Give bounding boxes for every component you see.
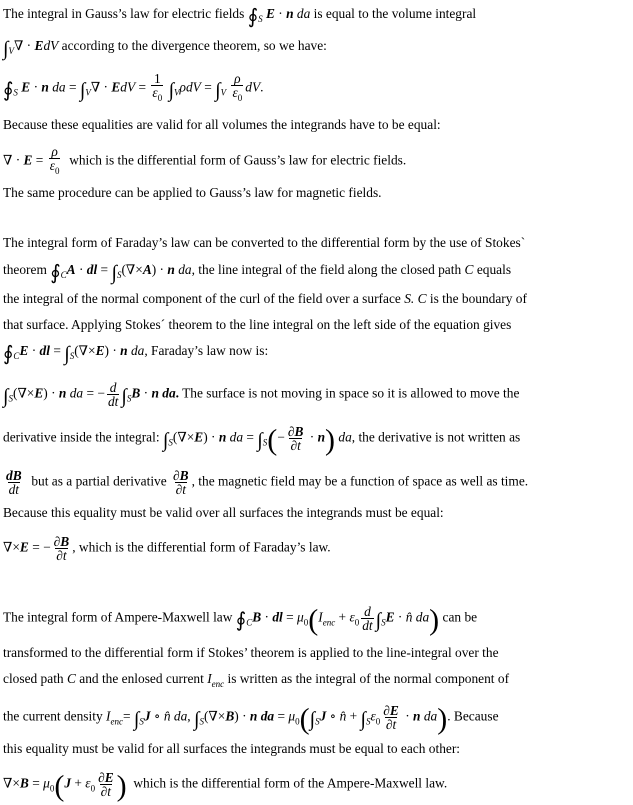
text-line: derivative inside the integral: $\int_S(\nabla\times E) \cdot n$ da = $\int_S(-$ $\frac{\partial B}{\partial t}$ · n) da, the derivative is not written as <box>3 423 521 457</box>
text-line: the integral of the normal component of the curl of the field over a surface S. C is the boundary of <box>3 291 527 306</box>
text-line: this equality must be valid for all surfaces the integrands must be equal to each other: <box>3 741 461 756</box>
text-line: $∮_CE$ · dl = $\int_S(\nabla\times E) \cdot n$ da, Faraday’s law now is: <box>3 343 269 365</box>
text-line: $\frac{dB}{dt}$ but as a partial derivative $\frac{\partial B}{\partial t}$ , the magnetic field may be a function of space as well as time. <box>6 468 529 497</box>
text-line: $\int_V\nabla$ · EdV according to the divergence theorem, so we have: <box>3 38 327 60</box>
text-line: transformed to the differential form if Stokes’ theorem is applied to the line-integral over the <box>3 645 499 660</box>
text-line: The same procedure can be applied to Gauss’s law for magnetic fields. <box>3 185 382 200</box>
text-line: The integral form of Faraday’s law can be converted to the differential form by the use of Stokes` <box>3 235 526 250</box>
text-line: that surface. Applying Stokes´ theorem to the line integral on the left side of the equation gives <box>3 317 512 332</box>
equation-gauss-integral: $∮_S$ E · n da = $\int_V\nabla$ · EdV = $\frac{1}{\varepsilon_0}$ $\int_V\rho dV = \int_V$ $\frac{\rho}{\varepsilon_0}$ dV. <box>3 71 264 103</box>
text-line: The integral in Gauss’s law for electric fields $∮_S$ E · n da is equal to the volume integral <box>3 6 477 28</box>
text-line: closed path C and the enlosed current $I_{enc}$ is written as the integral of the normal component of <box>3 671 510 689</box>
text-line: ∇×E = − $\frac{\partial B}{\partial t}$ , which is the differential form of Faraday’s law. <box>3 534 331 563</box>
text-line: the current density $I_{enc}= \int_SJ$ ∘ n̂ da, $\int_S(\nabla\times B) \cdot n$ da = $\mu_0(\int_SJ$ ∘ n̂ + $\int_S\varepsilon_0$ $\frac{\partial E}{\partial t}$ · n da). Because <box>3 702 499 736</box>
text-line: Because this equality must be valid over all surfaces the integrands must be equal: <box>3 505 444 520</box>
text-line: Because these equalities are valid for all volumes the integrands have to be equal: <box>3 117 441 132</box>
text-line: The integral form of Ampere-Maxwell law $∮_CB$ · dl = $\mu_0(I_{enc} + \varepsilon_0$ $\frac{d}{dt}$ $\int_SE$ · n̂ da) can be <box>3 603 478 637</box>
text-line: ∇ · E = $\frac{\rho}{\varepsilon_0}$ which is the differential form of Gauss’s law for electric fields. <box>3 144 407 176</box>
text-line: theorem $∮_CA$ · dl = $\int_S(\nabla\times A) \cdot n$ da, the line integral of the field along the closed path C equals <box>3 262 512 284</box>
text-line: $\int_S(\nabla\times E) \cdot n$ da = − $\frac{d}{dt}$ $\int_SB \cdot n$ da. The surface is not moving in space so it is allowed to move the <box>3 380 520 409</box>
text-line: $\nabla\times B = \mu_0(J + \varepsilon_0$ $\frac{\partial E}{\partial t}$ ) which is the differential form of the Ampere-Maxwell law. <box>3 769 448 803</box>
